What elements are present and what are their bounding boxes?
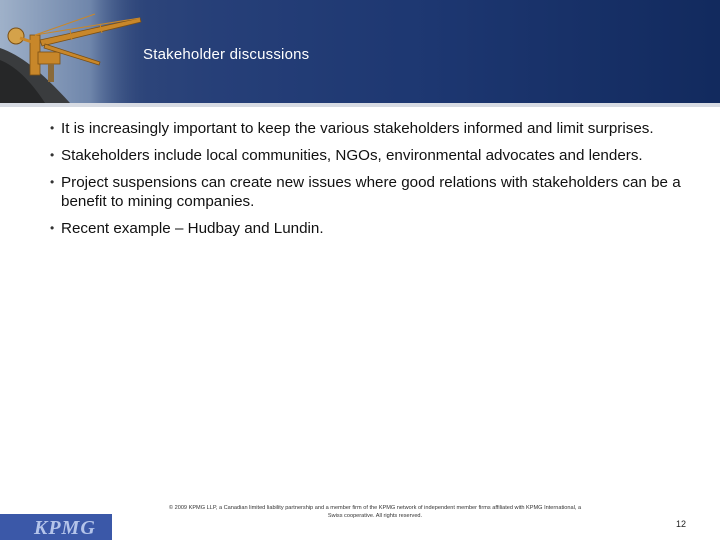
bullet-icon: • <box>50 175 55 189</box>
header-banner <box>0 0 720 103</box>
copyright-line: © 2009 KPMG LLP, a Canadian limited liability partnership and a member firm of the KPMG network of independent member firms affiliated with KPMG International, a <box>168 505 582 511</box>
mining-stacker-photo <box>0 0 150 103</box>
copyright-line: Swiss cooperative. All rights reserved. <box>327 513 423 519</box>
bullet-text: Stakeholders include local communities, NGOs, environmental advocates and lenders. <box>61 147 643 164</box>
bullet-text: Project suspensions can create new issues where good relations with stakeholders can be a benefit to mining companies. <box>61 174 681 210</box>
bullet-icon: • <box>50 121 55 135</box>
page-title: Stakeholder discussions <box>143 46 310 63</box>
bullet-item <box>49 219 694 238</box>
copyright-notice <box>115 504 635 520</box>
bullet-icon: • <box>50 221 55 235</box>
kpmg-logo <box>0 514 112 540</box>
kpmg-logo-text: KPMG <box>34 517 96 539</box>
bullet-item <box>49 173 694 211</box>
bullet-item <box>49 146 694 165</box>
header-divider <box>0 103 720 107</box>
page-number: 12 <box>676 519 687 529</box>
bullet-item <box>49 119 694 138</box>
bullet-text: Recent example – Hudbay and Lundin. <box>61 220 324 237</box>
bullet-text: It is increasingly important to keep the various stakeholders informed and limit surprises. <box>61 120 654 137</box>
bullet-icon: • <box>50 148 55 162</box>
bullet-list <box>49 119 694 246</box>
